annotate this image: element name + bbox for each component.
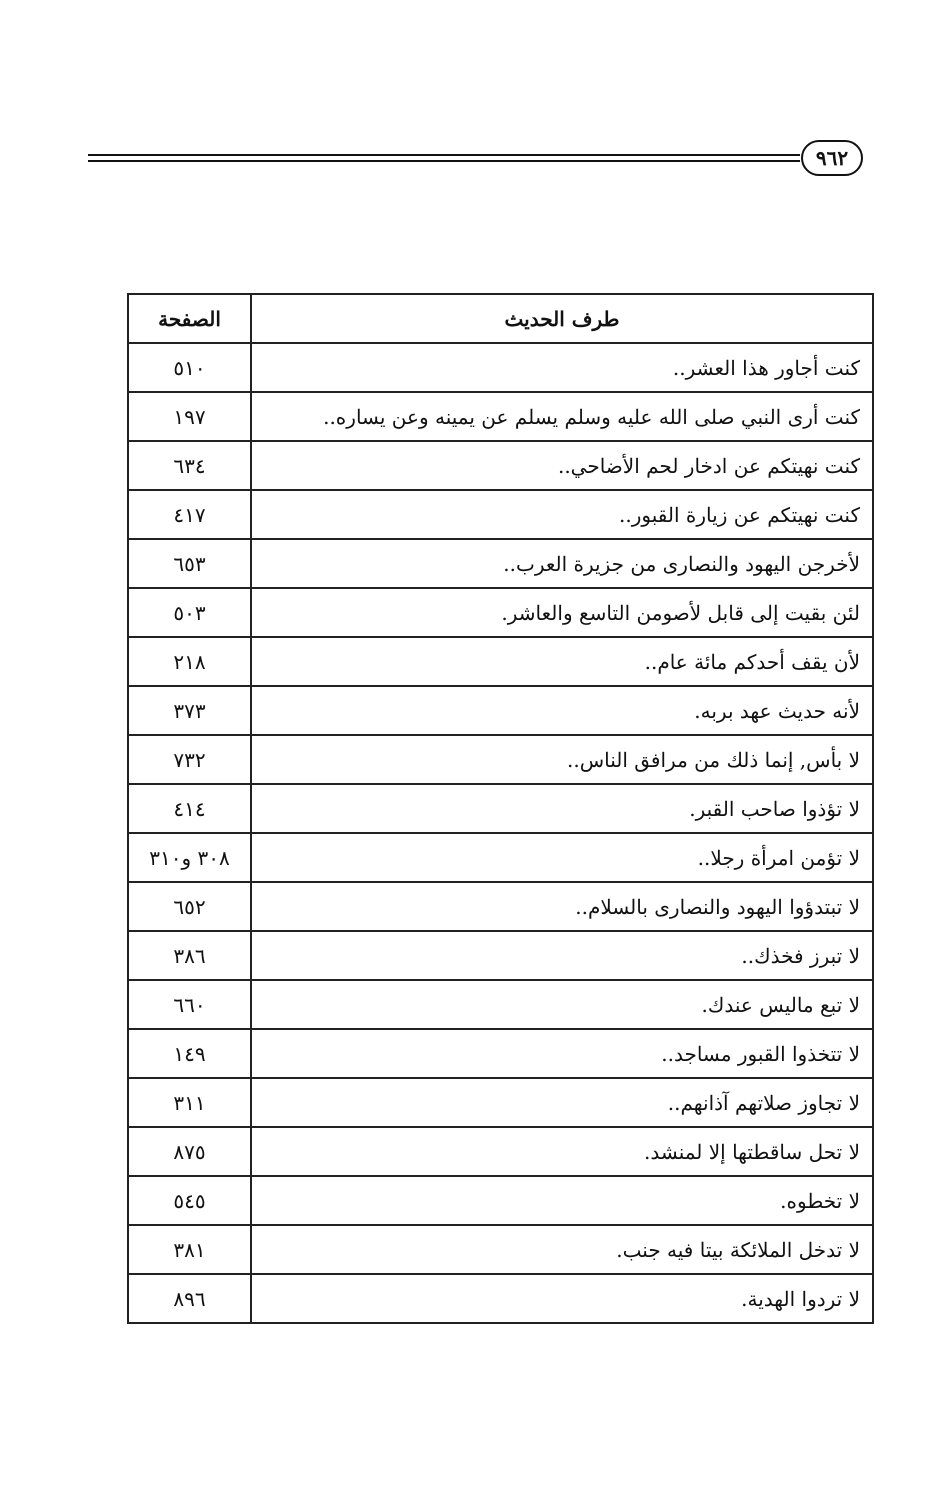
table-row [128, 735, 873, 784]
hadith-text: لا تحل ساقطتها إلا لمنشد. [251, 1127, 873, 1176]
page-ref: ٧٣٢ [128, 735, 251, 784]
page-header [88, 140, 863, 180]
table-row [128, 1127, 873, 1176]
hadith-text: لا تؤمن امرأة رجلا.. [251, 833, 873, 882]
page-ref: ٦٥٣ [128, 539, 251, 588]
page-ref: ٤١٤ [128, 784, 251, 833]
page-ref: ٤١٧ [128, 490, 251, 539]
hadith-text: كنت أرى النبي صلى الله عليه وسلم يسلم عن يمينه وعن يساره.. [251, 392, 873, 441]
page-ref: ٦٣٤ [128, 441, 251, 490]
page-ref: ٥٠٣ [128, 588, 251, 637]
page-number: ٩٦٢ [801, 140, 863, 176]
hadith-text: لا تردوا الهدية. [251, 1274, 873, 1323]
hadith-text: لأخرجن اليهود والنصارى من جزيرة العرب.. [251, 539, 873, 588]
page-ref: ٣٧٣ [128, 686, 251, 735]
table-row [128, 441, 873, 490]
header-rule [88, 154, 800, 162]
table-row [128, 1078, 873, 1127]
hadith-text: لا تخطوه. [251, 1176, 873, 1225]
hadith-text: لا تؤذوا صاحب القبر. [251, 784, 873, 833]
table-row [128, 1029, 873, 1078]
table-row [128, 833, 873, 882]
page-ref: ٣١١ [128, 1078, 251, 1127]
header-page: الصفحة [128, 294, 251, 343]
hadith-text: كنت نهيتكم عن ادخار لحم الأضاحي.. [251, 441, 873, 490]
hadith-text: لأنه حديث عهد بربه. [251, 686, 873, 735]
header-hadith: طرف الحديث [251, 294, 873, 343]
hadith-index-table [127, 293, 874, 1324]
hadith-text: لأن يقف أحدكم مائة عام.. [251, 637, 873, 686]
hadith-text: لا تبع ماليس عندك. [251, 980, 873, 1029]
page-ref: ٨٧٥ [128, 1127, 251, 1176]
table-row [128, 980, 873, 1029]
hadith-text: لا تدخل الملائكة بيتا فيه جنب. [251, 1225, 873, 1274]
page-ref: ٥٤٥ [128, 1176, 251, 1225]
table-row [128, 539, 873, 588]
table-row [128, 784, 873, 833]
table-row [128, 1274, 873, 1323]
table-row [128, 343, 873, 392]
page-ref: ٣٠٨ و٣١٠ [128, 833, 251, 882]
table-row [128, 588, 873, 637]
hadith-text: لا بأس, إنما ذلك من مرافق الناس.. [251, 735, 873, 784]
table-row [128, 686, 873, 735]
table-row [128, 1225, 873, 1274]
hadith-text: لا تجاوز صلاتهم آذانهم.. [251, 1078, 873, 1127]
table-row [128, 490, 873, 539]
hadith-text: لا تبتدؤوا اليهود والنصارى بالسلام.. [251, 882, 873, 931]
page-ref: ٨٩٦ [128, 1274, 251, 1323]
table-row [128, 392, 873, 441]
page-ref: ٦٥٢ [128, 882, 251, 931]
table-header-row [128, 294, 873, 343]
hadith-text: كنت أجاور هذا العشر.. [251, 343, 873, 392]
hadith-text: كنت نهيتكم عن زيارة القبور.. [251, 490, 873, 539]
hadith-text: لا تبرز فخذك.. [251, 931, 873, 980]
page-ref: ١٤٩ [128, 1029, 251, 1078]
table-row [128, 1176, 873, 1225]
hadith-text: لا تتخذوا القبور مساجد.. [251, 1029, 873, 1078]
page-ref: ٣٨١ [128, 1225, 251, 1274]
table-row [128, 931, 873, 980]
page-ref: ٣٨٦ [128, 931, 251, 980]
table-row [128, 882, 873, 931]
hadith-text: لئن بقيت إلى قابل لأصومن التاسع والعاشر. [251, 588, 873, 637]
page-ref: ٥١٠ [128, 343, 251, 392]
table-row [128, 637, 873, 686]
page-ref: ٦٦٠ [128, 980, 251, 1029]
page-ref: ١٩٧ [128, 392, 251, 441]
page-ref: ٢١٨ [128, 637, 251, 686]
